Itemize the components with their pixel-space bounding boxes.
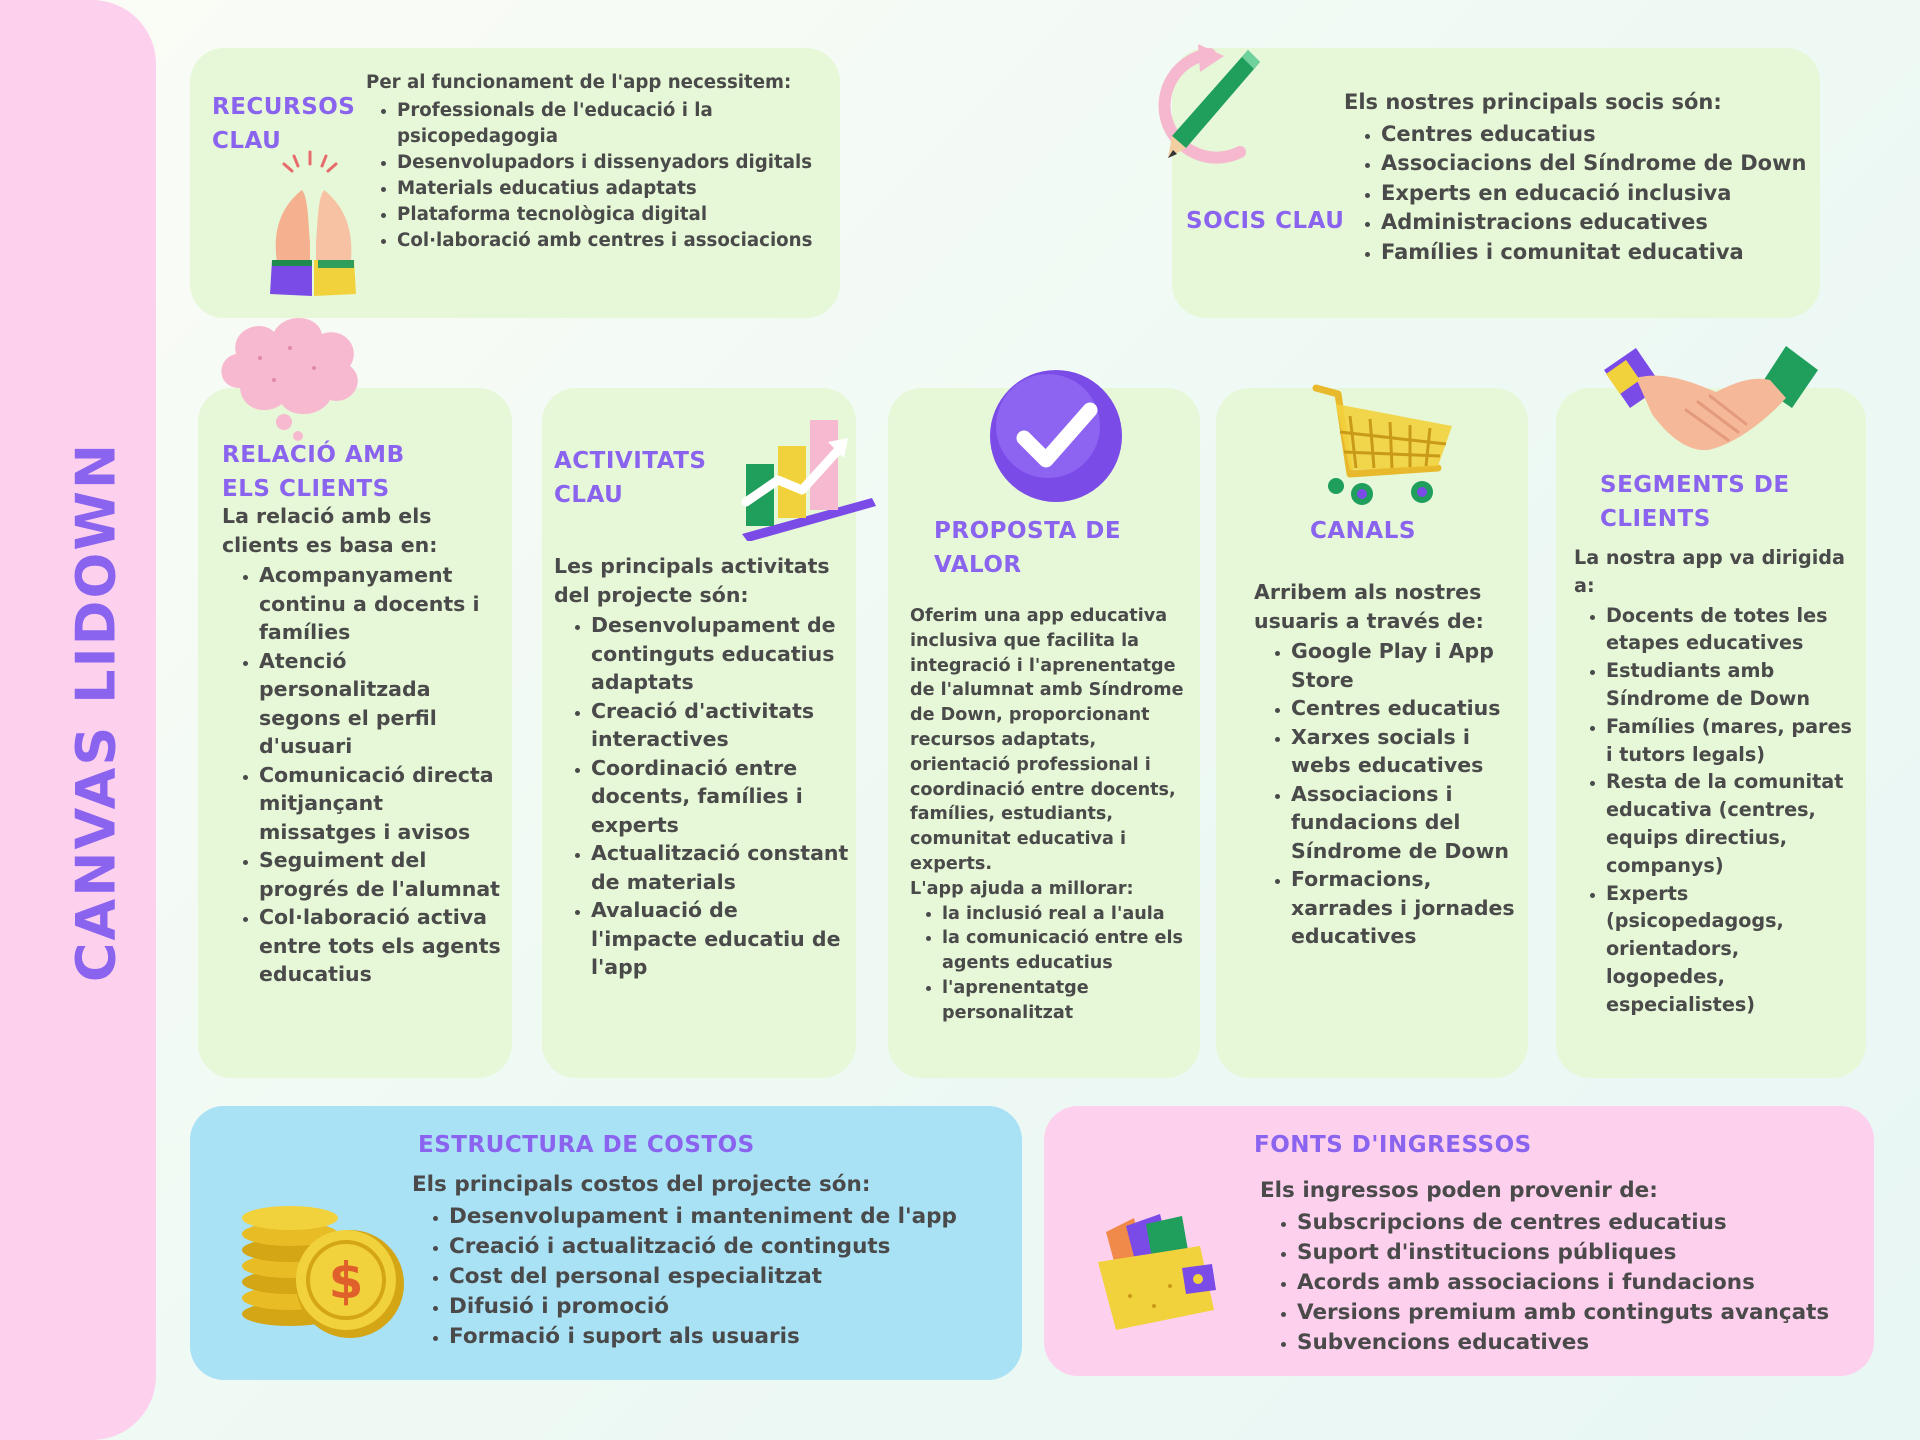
list-item: • Desenvolupadors i dissenyadors digitals <box>397 150 826 176</box>
shopping-cart-icon <box>1310 382 1460 512</box>
relacio-text <box>222 502 506 989</box>
coins-icon <box>234 1198 414 1348</box>
svg-text:$: $ <box>328 1252 364 1310</box>
proposta-title: PROPOSTA DE VALOR <box>934 518 1122 578</box>
ingressos-list <box>1260 1208 1860 1358</box>
list-item: • la comunicació entre els agents educatius <box>942 926 1196 976</box>
activitats-intro: Les principals activitats del projecte són: <box>554 554 830 607</box>
list-item: • Atenció personalitzada segons el perfil d'usuari <box>259 647 506 761</box>
list-item: • Materials educatius adaptats <box>397 176 826 202</box>
segments-intro: La nostra app va dirigida a: <box>1574 546 1845 597</box>
list-item: • Google Play i App Store <box>1291 637 1526 694</box>
list-item: • Resta de la comunitat educativa (centres, equips directius, companys) <box>1606 768 1864 879</box>
list-item: • Versions premium amb continguts avançats <box>1297 1298 1860 1328</box>
list-item: • Suport d'institucions públiques <box>1297 1238 1860 1268</box>
ingressos-title: FONTS D'INGRESSOS <box>1254 1132 1532 1158</box>
ingressos-intro: Els ingressos poden provenir de: <box>1260 1178 1658 1203</box>
list-item: • Experts en educació inclusiva <box>1381 179 1814 209</box>
list-item: • Avaluació de l'impacte educatiu de l'app <box>591 896 850 982</box>
list-item: • Associacions i fundacions del Síndrome de Down <box>1291 780 1526 866</box>
segments-list <box>1574 602 1864 1019</box>
canvas-title: CANVAS LIDOWN <box>64 441 128 983</box>
list-item: • Col·laboració activa entre tots els agents educatius <box>259 903 506 989</box>
relacio-list <box>222 561 506 989</box>
proposta-list <box>910 902 1196 1026</box>
list-item: • Administracions educatives <box>1381 208 1814 238</box>
socis-card <box>1172 48 1820 318</box>
thought-cloud-icon <box>210 308 370 443</box>
sidebar <box>0 0 156 1440</box>
list-item: • Centres educatius <box>1381 120 1814 150</box>
list-item: • Creació d'activitats interactives <box>591 697 850 754</box>
list-item: • Acompanyament continu a docents i famílies <box>259 561 506 647</box>
canals-text <box>1254 578 1526 951</box>
list-item: • Subvencions educatives <box>1297 1328 1860 1358</box>
recursos-card <box>190 48 840 318</box>
socis-text <box>1344 88 1814 267</box>
high-five-hands-icon <box>258 148 368 298</box>
list-item: • Plataforma tecnològica digital <box>397 202 826 228</box>
proposta-text <box>910 604 1196 1026</box>
costos-intro: Els principals costos del projecte són: <box>412 1172 871 1197</box>
list-item: • Associacions del Síndrome de Down <box>1381 149 1814 179</box>
activitats-title: ACTIVITATS CLAU <box>554 448 707 508</box>
costos-card <box>190 1106 1022 1380</box>
costos-title: ESTRUCTURA DE COSTOS <box>418 1132 755 1158</box>
list-item: • Formació i suport als usuaris <box>449 1322 1002 1352</box>
segments-text <box>1574 544 1864 1019</box>
list-item: • la inclusió real a l'aula <box>942 902 1196 927</box>
growth-chart-icon <box>732 406 882 541</box>
recursos-list <box>366 98 826 254</box>
activitats-list <box>554 611 850 982</box>
segments-card <box>1556 388 1866 1078</box>
list-item: • Desenvolupament de continguts educatius adaptats <box>591 611 850 697</box>
ingressos-card <box>1044 1106 1874 1376</box>
list-item: • Difusió i promoció <box>449 1292 1002 1322</box>
list-item: • Creació i actualització de continguts <box>449 1232 1002 1262</box>
list-item: • Famílies i comunitat educativa <box>1381 238 1814 268</box>
ingressos-text <box>1260 1176 1860 1358</box>
list-item: • Centres educatius <box>1291 694 1526 723</box>
socis-intro: Els nostres principals socis són: <box>1344 90 1722 114</box>
list-item: • l'aprenentatge personalitzat <box>942 976 1196 1026</box>
list-item: • Coordinació entre docents, famílies i experts <box>591 754 850 840</box>
list-item: • Desenvolupament i manteniment de l'app <box>449 1202 1002 1232</box>
activitats-text <box>554 552 850 982</box>
list-item: • Cost del personal especialitzat <box>449 1262 1002 1292</box>
costos-text <box>412 1170 1002 1352</box>
canals-list <box>1254 637 1526 951</box>
list-item: • Col·laboració amb centres i associacions <box>397 228 826 254</box>
canals-title: CANALS <box>1310 518 1416 544</box>
list-item: • Experts (psicopedagogs, orientadors, logopedes, especialistes) <box>1606 880 1864 1019</box>
relacio-card <box>198 388 512 1078</box>
list-item: • Famílies (mares, pares i tutors legals) <box>1606 713 1864 769</box>
list-item: • Actualització constant de materials <box>591 839 850 896</box>
list-item: • Estudiants amb Síndrome de Down <box>1606 657 1864 713</box>
list-item: • Seguiment del progrés de l'alumnat <box>259 846 506 903</box>
proposta-intro2: L'app ajuda a millorar: <box>910 878 1134 899</box>
proposta-intro: Oferim una app educativa inclusiva que facilita la integració i l'aprenentatge de l'alumnat amb Síndrome de Down, proporcionant recursos adaptats, orientació professional i coordinació entre docents, famílies, estudiants, comunitat educativa i experts. <box>910 606 1184 874</box>
relacio-title: RELACIÓ AMB ELS CLIENTS <box>222 442 405 502</box>
list-item: • Subscripcions de centres educatius <box>1297 1208 1860 1238</box>
pencil-refresh-icon <box>1128 42 1268 192</box>
costos-list <box>412 1202 1002 1352</box>
list-item: • Professionals de l'educació i la psicopedagogia <box>397 98 826 150</box>
segments-title: SEGMENTS DE CLIENTS <box>1600 472 1790 532</box>
recursos-intro: Per al funcionament de l'app necessitem: <box>366 72 792 93</box>
list-item: • Docents de totes les etapes educatives <box>1606 602 1864 658</box>
socis-list <box>1344 120 1814 268</box>
socis-title: SOCIS CLAU <box>1186 208 1345 234</box>
list-item: • Comunicació directa mitjançant missatges i avisos <box>259 761 506 847</box>
list-item: • Acords amb associacions i fundacions <box>1297 1268 1860 1298</box>
checkmark-badge-icon <box>986 366 1126 506</box>
list-item: • Formacions, xarrades i jornades educatives <box>1291 865 1526 951</box>
handshake-icon <box>1596 340 1826 460</box>
wallet-icon <box>1090 1206 1230 1336</box>
recursos-title: RECURSOS CLAU <box>212 94 356 154</box>
recursos-text <box>366 70 826 254</box>
canals-intro: Arribem als nostres usuaris a través de: <box>1254 580 1484 633</box>
list-item: • Xarxes socials i webs educatives <box>1291 723 1526 780</box>
relacio-intro: La relació amb els clients es basa en: <box>222 504 438 557</box>
